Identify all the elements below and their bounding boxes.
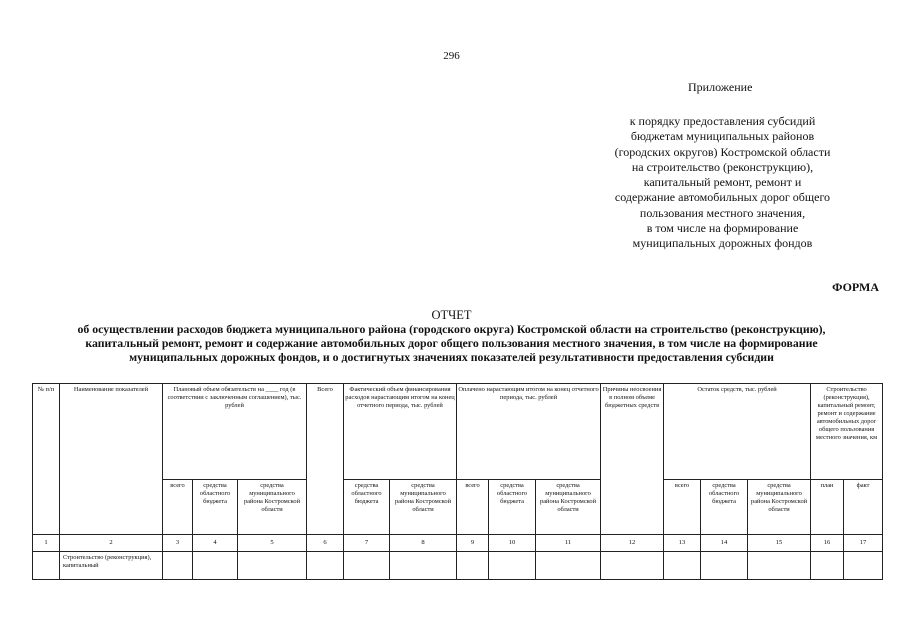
subheader-oblast: средства областного бюджета [193, 480, 238, 535]
column-number: 17 [844, 535, 883, 552]
table-cell [844, 552, 883, 580]
subheader-vsego: всего [457, 480, 489, 535]
table-cell [601, 552, 664, 580]
column-number: 16 [811, 535, 844, 552]
table-cell [238, 552, 307, 580]
subheader-municipal: средства муниципального района Костромской области [748, 480, 811, 535]
page-number: 296 [443, 50, 460, 62]
report-subtitle [0, 322, 903, 364]
column-number: 7 [344, 535, 390, 552]
subheader-vsego: всего [664, 480, 701, 535]
appendix-line: к порядку предоставления субсидий [629, 114, 816, 128]
table-cell [193, 552, 238, 580]
column-number: 1 [33, 535, 60, 552]
column-number: 2 [60, 535, 163, 552]
form-label: ФОРМА [832, 280, 879, 294]
table-cell [748, 552, 811, 580]
report-subtitle-line: об осуществлении расходов бюджета муниципального района (городского округа) Костромской области на строительство (реконструкцию), [77, 322, 826, 336]
table-cell [701, 552, 748, 580]
table-cell [163, 552, 193, 580]
header-total: Всего [307, 384, 344, 535]
table-cell [489, 552, 536, 580]
column-number: 6 [307, 535, 344, 552]
subheader-municipal: средства муниципального района Костромской области [390, 480, 457, 535]
subheader-oblast: средства областного бюджета [344, 480, 390, 535]
subheader-fact: факт [844, 480, 883, 535]
column-number: 3 [163, 535, 193, 552]
table-cell [33, 552, 60, 580]
subheader-oblast: средства областного бюджета [489, 480, 536, 535]
table-cell [811, 552, 844, 580]
column-number: 9 [457, 535, 489, 552]
subheader-oblast: средства областного бюджета [701, 480, 748, 535]
report-table [32, 383, 883, 580]
subheader-plan: план [811, 480, 844, 535]
header-reasons: Причины неосвоения в полном объеме бюджетных средств [601, 384, 664, 535]
column-number: 4 [193, 535, 238, 552]
subheader-vsego: всего [163, 480, 193, 535]
header-construction: Строительство (реконструкция), капитальный ремонт, ремонт и содержание автомобильных дорог общего пользования местного значения, км [811, 384, 883, 480]
appendix-line: бюджетам муниципальных районов [630, 129, 815, 144]
subheader-municipal: средства муниципального района Костромской области [536, 480, 601, 535]
column-number: 15 [748, 535, 811, 552]
report-subtitle-line: капитальный ремонт, ремонт и содержание автомобильных дорог общего пользования местного значения, в том числе на формирование [85, 336, 818, 350]
header-num: № п/п [33, 384, 60, 535]
column-number: 13 [664, 535, 701, 552]
table-cell [664, 552, 701, 580]
header-name: Наименование показателей [60, 384, 163, 535]
table-cell [536, 552, 601, 580]
header-actual: Фактический объем финансирования расходов нарастающим итогом на конец отчетного периода, тыс. рублей [344, 384, 457, 480]
report-title: ОТЧЕТ [431, 308, 472, 322]
column-number: 10 [489, 535, 536, 552]
appendix-line: на строительство (реконструкцию), [631, 159, 814, 174]
report-subtitle-line: муниципальных дорожных фондов, и о достигнутых значениях показателей результативности предоставления субсидии [129, 350, 774, 364]
table-row [33, 552, 883, 580]
table-cell [390, 552, 457, 580]
appendix-line: пользования местного значения, [639, 205, 806, 220]
column-number: 8 [390, 535, 457, 552]
header-paid: Оплачено нарастающим итогом на конец отчетного периода, тыс. рублей [457, 384, 601, 480]
header-planned: Плановый объем обязательств на ____ год (в соответствии с заключенным соглашением), тыс. рублей [163, 384, 307, 480]
appendix-line: муниципальных дорожных фондов [632, 236, 813, 251]
header-balance: Остаток средств, тыс. рублей [664, 384, 811, 480]
appendix-line: в том числе на формирование [646, 221, 799, 236]
column-number: 5 [238, 535, 307, 552]
column-number-row [33, 535, 883, 552]
row-label: Строительство (реконструкция), капитальный [60, 552, 163, 580]
column-number: 12 [601, 535, 664, 552]
subheader-municipal: средства муниципального района Костромской области [238, 480, 307, 535]
appendix-line: содержание автомобильных дорог общего [614, 190, 831, 205]
table-cell [457, 552, 489, 580]
table-cell [307, 552, 344, 580]
appendix-body [590, 114, 855, 252]
column-number: 14 [701, 535, 748, 552]
table-cell [344, 552, 390, 580]
appendix-title: Приложение [688, 80, 753, 94]
appendix-line: капитальный ремонт, ремонт и [643, 175, 802, 190]
appendix-line: (городских округов) Костромской области [614, 144, 831, 159]
column-number: 11 [536, 535, 601, 552]
